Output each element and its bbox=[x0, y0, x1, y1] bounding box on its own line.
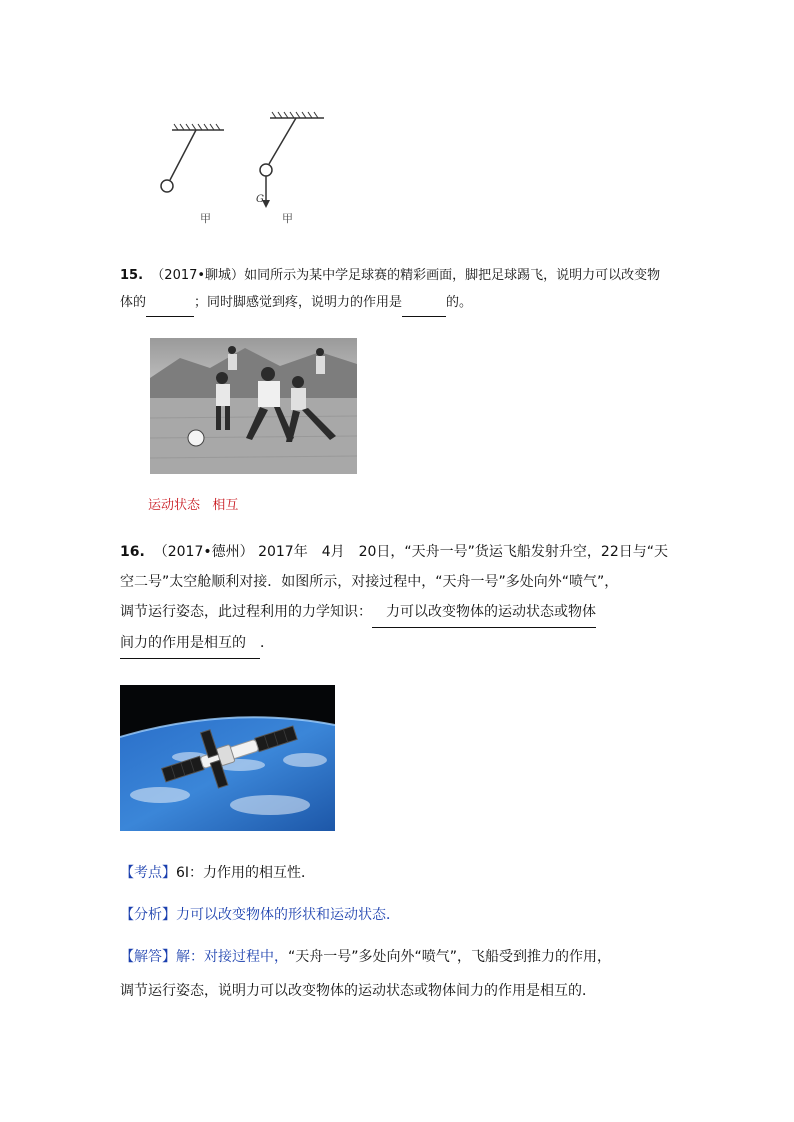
question-15 bbox=[120, 262, 720, 317]
pendulum-right-drawing bbox=[254, 104, 334, 230]
pendulum-figure-right bbox=[254, 104, 334, 230]
pendulum-left-drawing bbox=[152, 118, 242, 230]
fenxi-tag: 【分析】 bbox=[120, 907, 176, 923]
q15-source: （2017•聊城） bbox=[151, 268, 245, 283]
q16-line1 bbox=[120, 537, 720, 567]
jieda-row bbox=[120, 942, 720, 972]
q15-line1 bbox=[120, 262, 720, 289]
analysis-section bbox=[120, 858, 720, 1006]
jieda-text-b: “天舟一号”多处向外“喷气”，飞船受到推力的作用， bbox=[288, 949, 612, 965]
q15-number: 15. bbox=[120, 268, 144, 283]
q15-line2-a: 体的 bbox=[120, 295, 147, 310]
q16-source: （2017•德州） bbox=[153, 544, 254, 560]
kaodian-tag: 【考点】 bbox=[120, 865, 176, 881]
fenxi-text: 力可以改变物体的形状和运动状态． bbox=[176, 907, 400, 923]
q15-blank-2[interactable] bbox=[402, 289, 446, 317]
soccer-photo bbox=[150, 338, 357, 474]
jieda-text-a: 解：对接过程中， bbox=[176, 949, 288, 965]
force-label-g: G bbox=[256, 194, 264, 205]
q15-line1-text: 如同所示为某中学足球赛的精彩画面，脚把足球踢飞，说明力可以改变物 bbox=[244, 268, 661, 283]
q15-answer-2: 相互 bbox=[212, 498, 239, 513]
q16-answer-part1: 力可以改变物体的运动状态或物体 bbox=[372, 597, 596, 628]
q16-line4-end: ． bbox=[260, 635, 274, 651]
q16-answer-part2: 间力的作用是相互的 bbox=[120, 628, 260, 659]
pendulum-left-label: 甲 bbox=[200, 212, 211, 225]
q16-line4 bbox=[120, 628, 720, 659]
question-16 bbox=[120, 537, 720, 659]
kaodian-text: 6I：力作用的相互性． bbox=[176, 865, 316, 881]
q16-line3 bbox=[120, 597, 720, 628]
q16-line3-text: 调节运行姿态，此过程利用的力学知识： bbox=[120, 604, 372, 620]
pendulum-right-label: 甲 bbox=[282, 212, 293, 225]
q15-blank-1[interactable] bbox=[146, 289, 194, 317]
pendulum-figure-left bbox=[152, 118, 242, 230]
q15-line2-c: 的。 bbox=[446, 295, 473, 310]
q15-answer-1: 运动状态 bbox=[148, 498, 201, 513]
space-station-photo bbox=[120, 685, 335, 831]
kaodian-row bbox=[120, 858, 720, 888]
jieda-tag: 【解答】 bbox=[120, 949, 176, 965]
q15-answers bbox=[148, 494, 238, 513]
q16-line1-text: 2017年 4月 20日，“天舟一号”货运飞船发射升空，22日与“天 bbox=[258, 544, 668, 560]
soccer-scene-drawing bbox=[150, 338, 357, 474]
fenxi-row bbox=[120, 900, 720, 930]
q15-line2 bbox=[120, 289, 720, 317]
q16-number: 16. bbox=[120, 544, 145, 560]
space-station-drawing bbox=[120, 685, 335, 831]
q15-line2-b: ；同时脚感觉到疼，说明力的作用是 bbox=[194, 295, 403, 310]
q16-line2: 空二号”太空舱顺利对接．如图所示，对接过程中，“天舟一号”多处向外“喷气”， bbox=[120, 574, 619, 590]
jieda-line2: 调节运行姿态，说明力可以改变物体的运动状态或物体间力的作用是相互的． bbox=[120, 983, 596, 999]
